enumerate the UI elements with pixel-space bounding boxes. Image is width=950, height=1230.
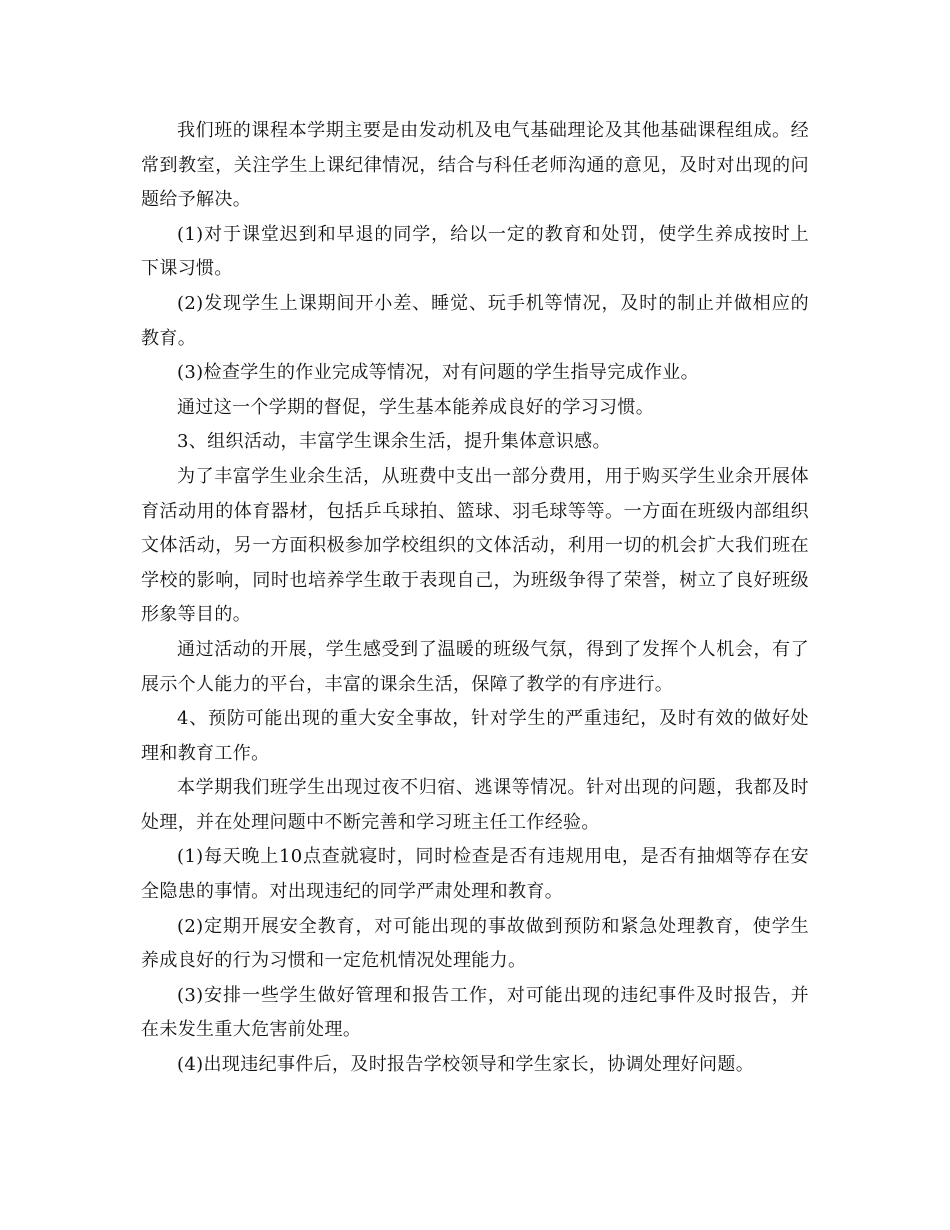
paragraph-course-overview: 我们班的课程本学期主要是由发动机及电气基础理论及其他基础课程组成。经常到教室，关注学生上课纪律情况，结合与科任老师沟通的意见，及时对出现的问题给予解决。 xyxy=(141,120,809,211)
document-body xyxy=(141,114,809,1083)
paragraph-activities-result: 通过活动的开展，学生感受到了温暖的班级气氛，得到了发挥个人机会，有了展示个人能力的平台，丰富的课余生活，保障了教学的有序进行。 xyxy=(141,638,809,695)
section-heading-activities: 3、组织活动，丰富学生课余生活，提升集体意识感。 xyxy=(177,431,611,453)
paragraph-safety-issues: 本学期我们班学生出现过夜不归宿、逃课等情况。针对出现的问题，我都及时处理，并在处理问题中不断完善和学习班主任工作经验。 xyxy=(141,777,809,833)
paragraph-study-habits: 通过这一个学期的督促，学生基本能养成良好的学习习惯。 xyxy=(177,396,655,418)
paragraph-item-1-lateness: (1)对于课堂迟到和早退的同学，给以一定的教育和处罚，使学生养成按时上下课习惯。 xyxy=(141,223,809,280)
paragraph-safety-item-2: (2)定期开展安全教育，对可能出现的事故做到预防和紧急处理教育，使学生养成良好的行为习惯和一定危机情况处理能力。 xyxy=(141,915,809,972)
paragraph-safety-item-1: (1)每天晚上10点查就寝时，同时检查是否有违规用电，是否有抽烟等存在安全隐患的事情。对出现违纪的同学严肃处理和教育。 xyxy=(141,846,809,903)
paragraph-item-2-distraction: (2)发现学生上课期间开小差、睡觉、玩手机等情况，及时的制止并做相应的教育。 xyxy=(141,292,809,349)
paragraph-safety-item-4: (4)出现违纪事件后，及时报告学校领导和学生家长，协调处理好问题。 xyxy=(177,1054,755,1076)
paragraph-activities-detail: 为了丰富学生业余生活，从班费中支出一部分费用，用于购买学生业余开展体育活动用的体育器材，包括乒乓球拍、篮球、羽毛球等等。一方面在班级内部组织文体活动，另一方面积极参加学校组织的文体活动，利用一切的机会扩大我们班在学校的影响，同时也培养学生敢于表现自己，为班级争得了荣誉，树立了良好班级形象等目的。 xyxy=(141,465,809,626)
section-heading-safety: 4、预防可能出现的重大安全事故，针对学生的严重违纪，及时有效的做好处理和教育工作。 xyxy=(141,708,809,764)
paragraph-item-3-homework: (3)检查学生的作业完成等情况，对有问题的学生指导完成作业。 xyxy=(177,362,699,384)
paragraph-safety-item-3: (3)安排一些学生做好管理和报告工作，对可能出现的违纪事件及时报告，并在未发生重大危害前处理。 xyxy=(141,984,809,1041)
